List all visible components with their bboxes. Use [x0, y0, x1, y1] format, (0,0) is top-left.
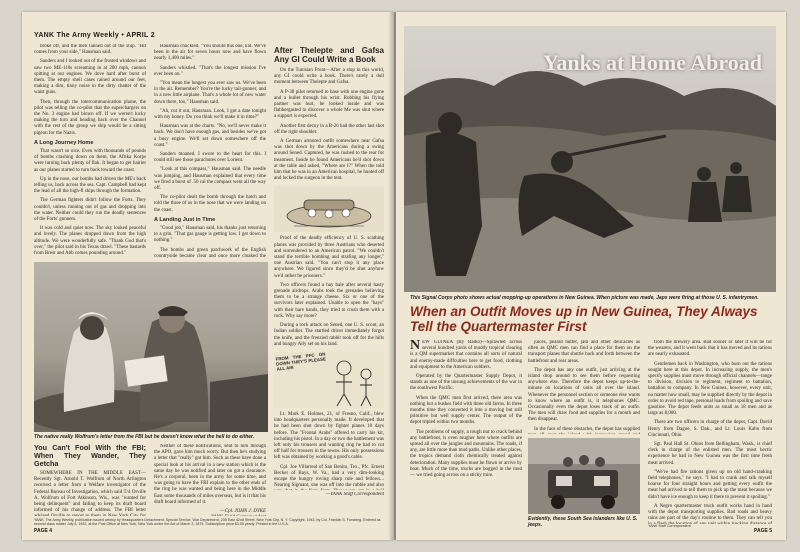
paragraph: Hausman was at the charts. "No, we'll never make it back. We don't have enough gas, and besides we've got a busy engine. We'll set down somewhere off the coast."	[154, 124, 266, 148]
paragraph: Sanders whistled. "That's the longest mission I've ever been on."	[154, 65, 266, 77]
paragraph: Sanders moaned. I swore to the heart for this. I could still see those parachutes over Lorient.	[154, 152, 266, 164]
paragraph: Operated by the Quartermaster Supply Depot, it stands as one of the unsung achievements of the war in the southwest Pacific.	[410, 374, 522, 392]
left-page	[22, 12, 394, 540]
story-headline: When an Outfit Moves up in New Guinea, They Always Tell the Quartermaster First	[410, 304, 758, 334]
subhead: A Long Journey Home	[34, 139, 94, 146]
paragraph: During a rock attack on Sened, one U. S. scout, an Indian soldier. The startled driver immediately forgot the knife, and the frenzied rabbit took off for the hills and hungry Ally set on his land.	[274, 323, 384, 347]
paragraph: A German armored outfit somewhere near Gafsa was shot down by the Americans during a swing around Sened. Captured, he was rushed to the rear for treatment. Inside he found Americans he'd shot down at the table and asked, "Where are I?" When the told him that he was in an American hospital, he hunted off and locked the surgeon in the tent.	[274, 139, 384, 182]
native-letter-photo	[34, 262, 268, 432]
paragraph: On the Tunisian Front—After a stop in this world, any GI could write a book. There's rarely a dull moment between Thelepte and Gafsa.	[274, 68, 384, 86]
paragraph: It was cold and quiet now. The sky looked peaceful and lovely. The planes dropped down from the high altitude. We were wonderfully safe. "Thank God that's over," the pilot said in his Texas drawl. "These bastards from Brest and Abb comes pounding around."	[34, 226, 146, 257]
paragraph: Up in the nose, our bombs had driven the ME's back telling us, back across the sea. Capt. Campbell had kept the lead of all the high-fl ships through the formation.	[34, 176, 146, 195]
paragraph: "You mean the longest you ever saw us. We've been in the air. Remember? You're the lucky tail-gunner, and in a new little airplane. That's a whole lot of new water down there, too," Hausman said.	[154, 81, 266, 105]
paragraph: Two officers found a hay bale after several hasty grenade airdrops. Arabs took the grenades believing them to be a strange cheese. Six or one of the survivors later explained. Unable to open the "hays" with their bare hands, they tried to crush them with a rock. Why say more?	[274, 282, 384, 319]
paragraph: Gentlemen back in Washington, who burn out the rations sought here at this depot. In increasing supply, the men's specify supplies must move through official channels—range to division, division to regiment, regiment to battalion, battalion to company. In New Guinea, however, every unit, no matter how small, may be supplied directly by the depot in order to avoid red tape, personal loads from spoiling and save gasoline. The depot feeds units as small as 18 men and as large as 8,000.	[648, 361, 772, 417]
cartoon	[274, 352, 384, 408]
running-head: YANK The Army Weekly • APRIL 2	[34, 32, 155, 39]
paragraph: SOMEWHERE IN THE MIDDLE EAST—Recently Sgt. Arnold T. Wolfrum of North Arlington received a letter from a Welfare investigator of the Federal Bureau of Investigation, which said T/4 Orville A. Wolfrum of Fort Atkinson, Wis., was "wanted for being delinquent" and failing to keep its draft board informed of his change of address. The FBI letter	[34, 471, 146, 514]
page-number: PAGE 5	[754, 528, 772, 534]
right-column-3	[648, 340, 772, 524]
right-column-1	[410, 340, 522, 524]
paragraph: In the face of these obstacles, the depot has supplied	[534, 426, 640, 432]
paragraph: Sgt. Paul Hall St. Ohios from Bellingham, Wash., is chief clerk in charge of the enlisted men. The most hectic experience he had in New Guinea was the first time fresh meat arrived.	[648, 442, 772, 466]
paragraph: juices, peanut butter, jam and other delicacies as often as QMC men can find a place for them on the transport planes that shuttle back and forth between the battlefront and rear areas.	[528, 340, 640, 364]
paragraph: broke off, and the men fanned out of the ship. "Hit comes from your side," Hausman said.	[34, 44, 146, 56]
jeep-caption: Evidently, these South Sea Islanders like U. S. jeeps.	[528, 516, 638, 528]
paragraph: A P-38 pilot returned to base with one engine gone and a bullet through his wrist. Robbing his flying partner was hurt, he looked inside and was flabbergasted to discover a whole Me was shut where a support is expected.	[274, 89, 384, 120]
paragraph: The German fighters didn't follow the Forts. They couldn't, unless running out of gas and dropping into the water. Neither could they run the deadly sentences of the Forts' gunners.	[34, 198, 146, 223]
jeep-photo	[528, 438, 640, 514]
publication-notice: YANK, The Army Weekly, publication issued weekly by Headquarters Detachment, Special Service, War Department, 205 East 42nd Street, New York City, N. Y. Copyright, 1943, by Col. Franklin S. Forsberg. Entered as second class matter July 6, 1942, at the Post Office at New York, New York under the Act of March 3, 1879. Subscription price $3.00 yearly. Printed in the U.S.A.	[34, 518, 381, 527]
right-page	[396, 12, 786, 540]
paragraph: "Good job," Hausman said, his thanks just returning to a grin. "That gas gauge is getting low. I get down to nothing."	[154, 226, 266, 244]
page-number: PAGE 4	[34, 528, 52, 534]
right-column-2	[528, 340, 640, 434]
photo-caption: The native really Wolfrum's letter from the FBI but he doesn't know what the hell to do either.	[34, 434, 255, 440]
paragraph: Hausman chuckled. "You should this one, kid. We've been in the air for seven hours now and have flown nearly 1,400 miles."	[154, 44, 266, 62]
paragraph: The bombs and green patchwork of the English countryside became clear and once more cloaked the	[154, 247, 266, 259]
paragraph: Then, through the intercommunication phone, the pilot was telling the co-pilot that the superchargers on the No. 3 engine had blown off. If we weren't lucky making the turn and heading back over the Channel with the rest of the group we ship would be a sitting pigeon for the Nazis.	[34, 99, 146, 136]
lead-paragraph	[410, 340, 522, 371]
paragraph: There are two officers in charge of the depot, Capt. David Henry from Dagoe, S. Dak., and Lt. Louis Kahn from Cincinnati, Ohio.	[648, 420, 772, 438]
fbi-story-column-2	[154, 444, 266, 516]
paragraph: from the brewery area. Bad sooner or later it will be for the wearers, and it went back that it has moved and its rations are nearly exhausted.	[648, 340, 772, 358]
sidebar-box	[274, 46, 384, 490]
paragraph: "Look at this compass," Hausman said. The needle was jumping, and Hausman explained that every time we fired a burst of .50 cal the compass went all the way off.	[154, 167, 266, 192]
paragraph: When the QMC men first arrived, there area was nothing but a bushes field with three old farms. In three months time they converted it into a moving but still primitive but well supply center. The output of the depot tripled within two months.	[410, 395, 522, 426]
paragraph: The problems of supply, a tough nut to crack behind any battlefront, is even tougher here where outfits are spread all over the jungles and mountains. The roads, if any, are little more than mud paths. Unlike other places, the tropics demand cloth chemically treated against deterioration. Many supplies must be flown or arrive by boat. Much of the time, trucks are bogged in the mud — we tried going across on a sticky mire.	[410, 429, 522, 479]
lead-text: EW GUINEA (By Radio)—Sprawled across several hundred yards of muddy tropical clearing is a QM supermarket that contains all sorts of natural and enemy-made diffculties here to get food, clothing and equipment to the American soldiers.	[410, 340, 522, 370]
fbi-headline: You Can't Fool With the FBI; When They Wander, They Getcha	[34, 444, 146, 468]
paragraph: Cpl. Joe Villarreal of San Benito, Tex., Pfc. Ernest Becker of Bays, W. Va., had a very dim-looking escape the hungry roving sharp rule and fellows... Nearing Sigmant, one was off into the rubble and also	[274, 464, 384, 489]
box-byline-col	[274, 492, 384, 516]
box-byline: —YANK Staff Correspondent	[325, 492, 384, 497]
paragraph: Lt. Mark E. Holmes, 21, of Fresno, Calif., blew into headquarters personally made. It developed that he had been shot down by fighter planes 10 days before. The "Frontal Arabs" offered to carry his kit, including his pistol. In a day or two the battlement was left only his trousers and wanting ring he had to cut off half for trousers in the towns. His only possessions left was obtained by working a good's cable.	[274, 411, 384, 461]
paragraph: The depot has any one outfit, just arriving at the island drop around to see them before requesting anywhere else. Therefore the depot keeps up-to-the-minute on locations of units all over the island. Whenever the personnel section or someone else wants to know where an outfit is, it telephones QMC. Occasionally even the depot loses track of an outfit. The men will draw food and supplies for a month and then disappear.	[528, 367, 640, 423]
byline: —Cpl. JOHN J. DYKE	[220, 509, 266, 515]
section-banner: Yanks at Home Abroad	[542, 50, 762, 75]
paragraph: Another first decoy in a B-26 had the other last shot off the right shoulder.	[274, 123, 384, 135]
paragraph: "We've had fire rations given up on old hand-cranking field telephones," he says. "I had to crank and talk myself hoarse for four straight hours and getting every outfit the meat had arrived to tell them to pick up the meat because we didn't have ice enough to keep it there to prevent it spoiling."	[648, 469, 772, 500]
paragraph: Sanders and I looked out of the frosted windows and saw two ME-110s screaming in at 200 mph, cannon spitting at our engines. We dove hard after burst of them. The empty shell cases rained around our feet, making a dim, tinny noise in the dirty chatter of the waist guns.	[34, 59, 146, 96]
paragraph: The co-pilot dealt the bomb through the hatch and told the three of us in the nose that we were landing on the coast.	[154, 195, 266, 213]
subhead: A Landing Just in Time	[154, 216, 216, 223]
bomb-cartoon	[274, 186, 384, 232]
cartoon-caption: FROM THE PFC ON DOWN THEY'S PLEASE ALL AIR	[275, 351, 327, 372]
left-column-2	[154, 44, 266, 259]
paragraph: That wasn't so nice. Even with thousands of pounds of bombs crashing down on them, the Afrika Korps were turning back plenty of flak. It began to get hairier as our planes started to turn back toward the coast.	[34, 149, 146, 173]
staff-credit: YANK Staff Correspondent	[648, 524, 691, 528]
left-column-1	[34, 44, 146, 259]
paragraph: Neither of these notifications, sent to him through the APO, gave him much worry. But then he's studying a letter that "really" got him. Such as these have done a special look at his arrival in a new station which is the same day he was notified and later on got a clearance. He's a corporal, been in the army for some time, and was going to have the FBI explain to the other ends of the ring he was wanted and being here in the Middle East some thousands of miles overseas, but is it that his draft board informed of it.	[154, 444, 266, 505]
box-title: After Thelepte and Gafsa Any GI Could Write a Book	[274, 46, 384, 64]
photo-caption: This Signal Corps photo shows actual mopping-up operations in New Guinea. When picture was made, Japs were firing at those U. S. infantrymen.	[410, 295, 759, 301]
drop-cap: N	[410, 340, 421, 353]
paragraph: Proof of the deadly efficiency of U. S. scathing planes was provided by three Austrians who deserted and surrendered to an American patrol. "We couldn't stand the terrible bombing and strafing any longer," one Austrian said. "You can't stop it any place anywhere. We figured since they'd be shot anyhow we'd rather be prisoners."	[274, 236, 384, 279]
new-guinea-combat-photo	[404, 26, 776, 292]
paragraph: "Ah, cut it out, Hausman. Look, I got a date tonight with my honey. Do you think we'll make it in time?"	[154, 108, 266, 121]
fbi-story-column-1	[34, 444, 146, 516]
paragraph: A Negro quartermaster truck outfit works hand in hand with the depot transporting supplies. Bad roads and heavy rains are part of the day's routine to them. They can tell you	[648, 503, 772, 522]
